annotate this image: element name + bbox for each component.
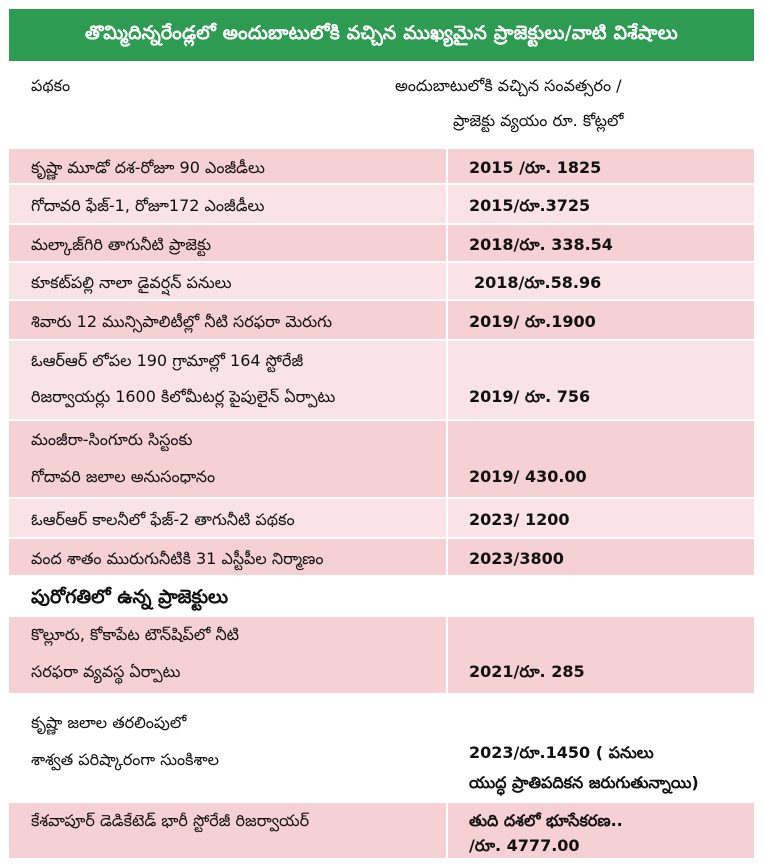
table-row — [9, 339, 754, 419]
row-value-line2: /రూ. 4777.00 — [469, 836, 580, 855]
table-row — [9, 693, 754, 801]
row-scheme: కృష్ణా మూడో దశ-రోజూ 90 ఎంజీడీలు — [31, 158, 265, 177]
projects-table — [9, 9, 754, 858]
table-row — [9, 183, 754, 223]
row-value: 2018/రూ. 338.54 — [469, 235, 613, 254]
row-value: 2018/రూ.58.96 — [474, 273, 602, 292]
row-value: 2019/ రూ. 756 — [469, 387, 591, 406]
header-scheme: పథకం — [31, 76, 71, 95]
row-scheme-line2: సరఫరా వ్యవస్థ ఏర్పాటు — [31, 662, 181, 681]
row-scheme-line2: గోదావరి జలాల అనుసంధానం — [31, 467, 216, 486]
table-row — [9, 147, 754, 183]
row-scheme: శివారు 12 మున్సిపాలిటీల్లో నీటి సరఫరా మెరుగు — [31, 312, 333, 331]
row-scheme: గోదావరి ఫేజ్-1, రోజూ172 ఎంజీడీలు — [31, 196, 265, 215]
table-row — [9, 537, 754, 575]
section-heading: పురోగతిలో ఉన్న ప్రాజెక్టులు — [31, 586, 229, 608]
row-value: 2015 /రూ. 1825 — [469, 158, 602, 177]
row-value: 2015/రూ.3725 — [469, 196, 591, 215]
header-year-line2: ప్రాజెక్టు వ్యయం రూ. కోట్లలో — [453, 111, 624, 130]
row-scheme: వంద శాతం మురుగునీటికి 31 ఎస్టీపీల నిర్మాణం — [31, 549, 324, 568]
header-year-line1: అందుబాటులోకి వచ్చిన సంవత్సరం / — [395, 76, 622, 95]
table-title — [9, 9, 754, 61]
row-value: 2023/3800 — [469, 549, 564, 568]
row-scheme-line2: శాశ్వత పరిష్కారంగా సుంకిశాల — [31, 750, 219, 769]
table-title-text: తొమ్మిదిన్నరేండ్లలో అందుబాటులోకి వచ్చిన ముఖ్యమైన ప్రాజెక్టులు/వాటి విశేషాలు — [85, 21, 678, 44]
row-scheme-line1: ఓఆర్‌ఆర్ లోపల 190 గ్రామాల్లో 164 స్టోరేజీ — [31, 351, 304, 370]
table-row — [9, 299, 754, 339]
section-heading-row — [9, 575, 754, 615]
row-value: 2021/రూ. 285 — [469, 662, 585, 681]
row-scheme: ఓఆర్‌ఆర్ కాలనీలో ఫేజ్-2 తాగునీటి పథకం — [31, 510, 295, 529]
row-scheme-line2: రిజర్వాయర్లు 1600 కిలోమీటర్ల పైపులైన్ ఏర్పాటు — [31, 387, 336, 406]
row-scheme: కూకట్‌పల్లి నాలా డైవర్షన్ పనులు — [31, 273, 232, 292]
row-scheme-line1: కొల్లూరు, కోకాపేట టౌన్‌షిప్‌లో నీటి — [31, 625, 240, 644]
row-value-line2: యుద్ధ ప్రాతిపదికన జరుగుతున్నాయి) — [469, 773, 699, 792]
table-row — [9, 497, 754, 537]
table-header — [9, 61, 754, 147]
table-row — [9, 261, 754, 299]
table-row — [9, 419, 754, 497]
row-value-line1: తుది దశలో భూసేకరణ.. — [469, 811, 623, 830]
row-scheme-line1: మంజీరా-సింగూరు సిస్టంకు — [31, 430, 193, 449]
table-row — [9, 223, 754, 261]
table-row — [9, 615, 754, 693]
row-scheme: మల్కాజ్‌గిరి తాగునీటి ప్రాజెక్టు — [31, 235, 211, 254]
row-value: 2019/ 430.00 — [469, 467, 587, 486]
row-scheme-line1: కృష్ణా జలాల తరలింపులో — [31, 713, 187, 732]
row-scheme: కేశవాపూర్ డెడికేటెడ్ భారీ స్టోరేజీ రిజర్వాయర్ — [31, 811, 310, 830]
row-value-line1: 2023/రూ.1450 ( పనులు — [469, 743, 654, 762]
row-value: 2023/ 1200 — [469, 510, 570, 529]
table-row — [9, 801, 754, 858]
row-value: 2019/ రూ.1900 — [469, 312, 596, 331]
